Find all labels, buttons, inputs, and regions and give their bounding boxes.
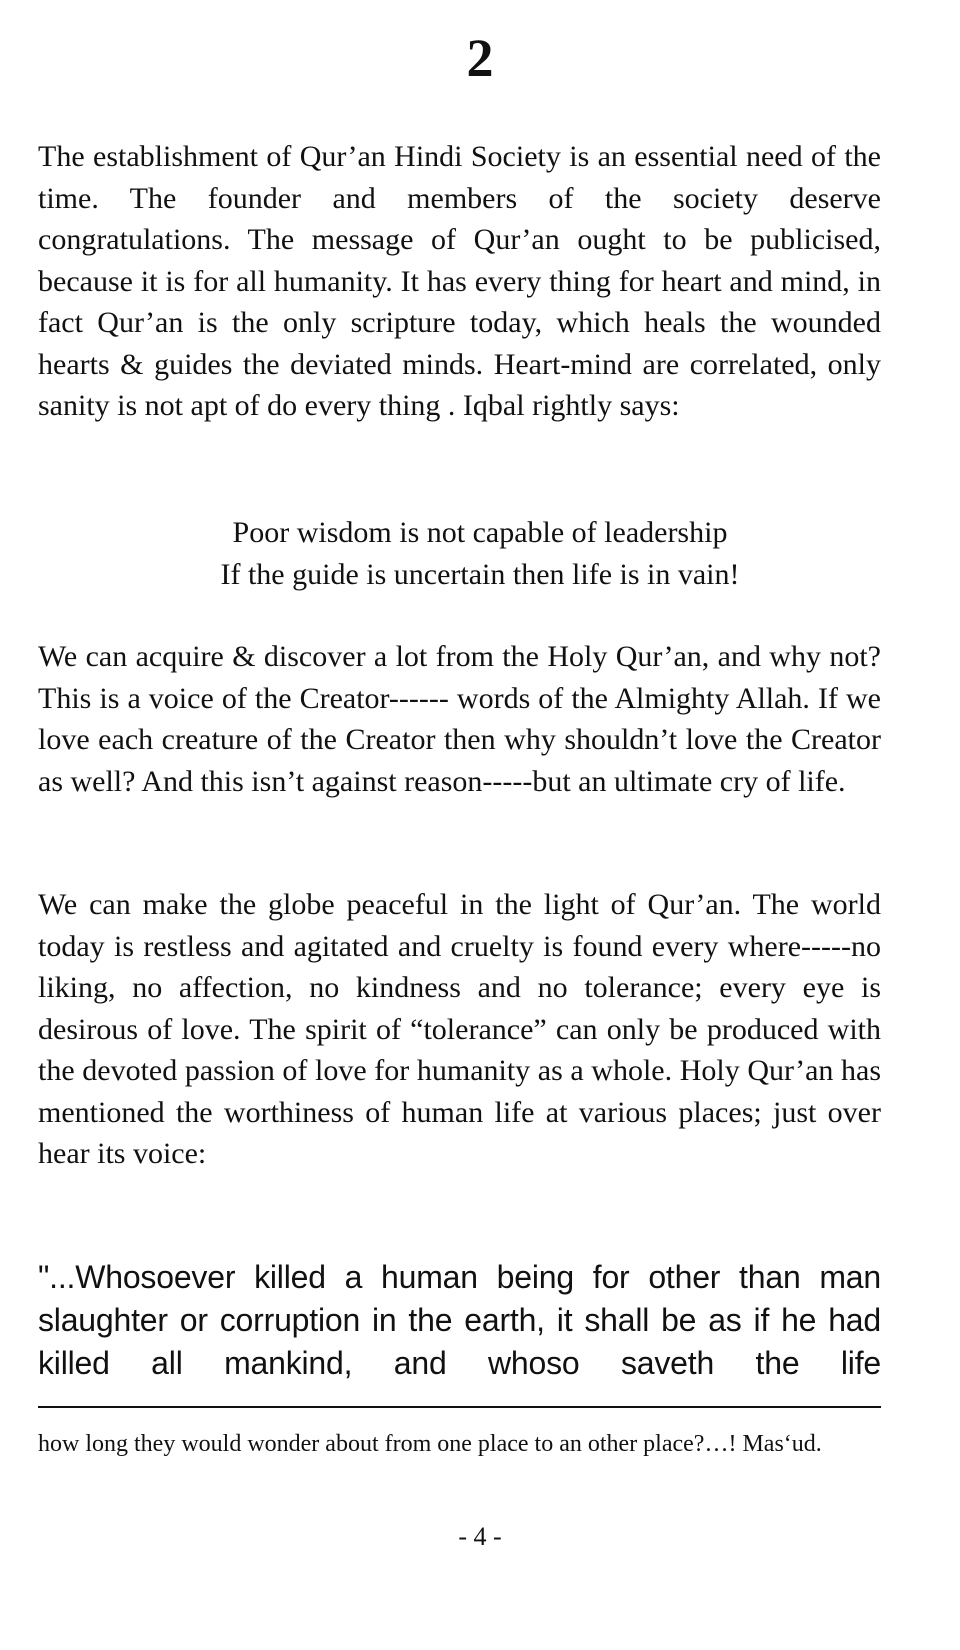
paragraph-peaceful-globe: We can make the globe peaceful in the light of Qur’an. The world today is restless and agitated and cruelty is found every where-----no liking, no affection, no kindness and no tolerance; every eye is desirous of love. The spirit of “tolerance” can only be produced with the devoted passion of love for humanity as a whole. Holy Qur’an has mentioned the worthiness of human life at various places; just over hear its voice: bbox=[38, 888, 881, 1170]
footnote-text: how long they would wonder about from one place to an other place?…! Mas‘ud. bbox=[38, 1431, 822, 1457]
page-number: - 4 - bbox=[458, 1522, 502, 1551]
quran-quotation: "...Whosoever killed a human being for other than man slaughter or corruption in the earth, it shall be as if he had killed all mankind, and whoso saveth the life bbox=[38, 1259, 881, 1381]
paragraph-voice-of-creator: We can acquire & discover a lot from the Holy Qur’an, and why not? This is a voice of the Creator------ words of the Almighty Allah. If we love each creature of the Creator then why shouldn’t love the Creator as well? And this isn’t against reason-----but an ultimate cry of life. bbox=[38, 640, 881, 798]
poem-line-1: Poor wisdom is not capable of leadership bbox=[232, 516, 728, 549]
paragraph-introduction: The establishment of Qur’an Hindi Society is an essential need of the time. The founder and members of the society deserve congratulations. The message of Qur’an ought to be publicised, because it is for all humanity. It has every thing for heart and mind, in fact Qur’an is the only scripture today, which heals the wounded hearts & guides the deviated minds. Heart-mind are correlated, only sanity is not apt of do every thing . Iqbal rightly says: bbox=[38, 140, 881, 422]
poem-couplet bbox=[0, 512, 960, 596]
chapter-number: 2 bbox=[466, 28, 494, 88]
footnote-divider bbox=[38, 1406, 881, 1408]
poem-line-2: If the guide is uncertain then life is in vain! bbox=[220, 558, 740, 591]
